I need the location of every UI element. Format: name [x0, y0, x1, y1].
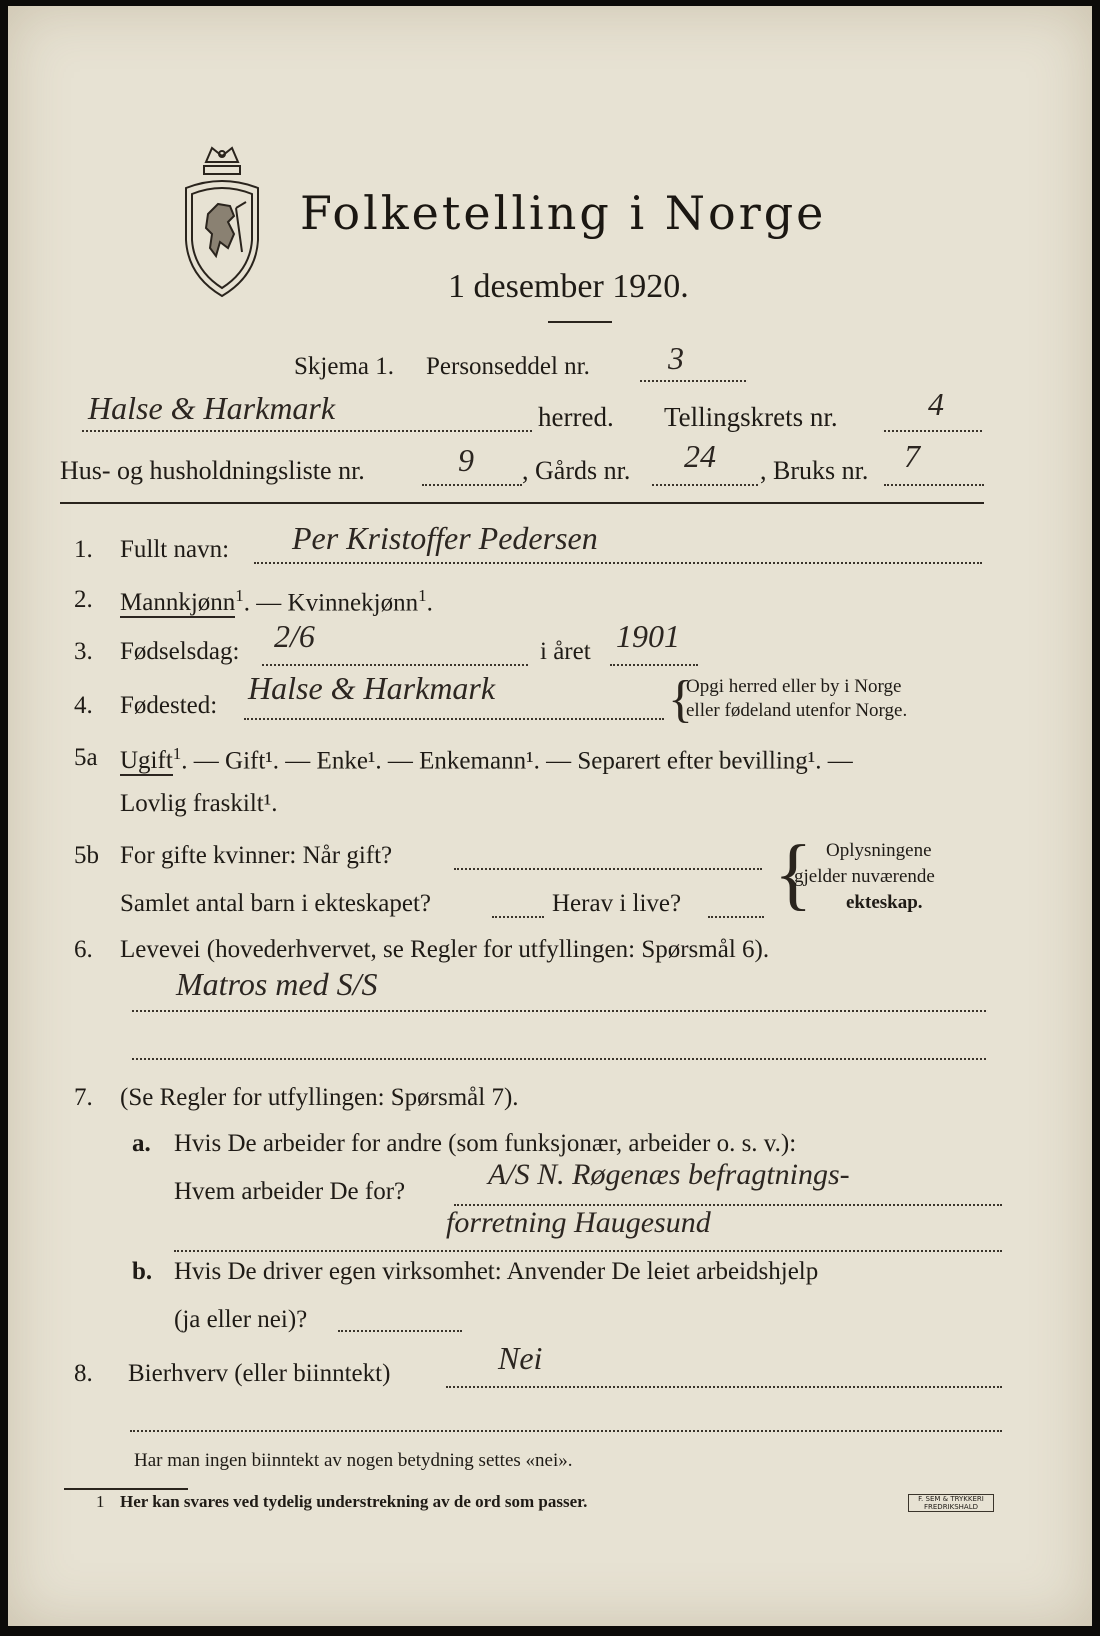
bruks-label: , Bruks nr. [760, 456, 869, 485]
q5b-label3: Herav i live? [552, 890, 682, 917]
fullt-navn-value: Per Kristoffer Pedersen [292, 520, 598, 556]
q7b-letter: b. [132, 1258, 153, 1285]
fodested-field[interactable] [244, 718, 664, 720]
q2-separator: . — [243, 589, 288, 617]
skjema-label: Skjema 1. [294, 353, 394, 380]
q7b-label: Hvis De driver egen virksomhet: Anvender De leiet arbeidshjelp [174, 1258, 819, 1285]
personseddel-field[interactable] [640, 380, 746, 382]
q5a-other-options[interactable]: . — Gift¹. — Enke¹. — Enkemann¹. — Separert efter bevilling¹. — [181, 747, 853, 775]
title-divider [548, 321, 612, 323]
q7-number: 7. [74, 1084, 93, 1111]
fodselsdag-field[interactable] [262, 664, 528, 666]
herred-field[interactable] [82, 430, 532, 432]
fodselsdag-value: 2/6 [274, 618, 315, 654]
q5b-label1: For gifte kvinner: Når gift? [120, 842, 393, 869]
q4-note-line1: Opgi herred eller by i Norge [686, 676, 902, 697]
hus-field[interactable] [422, 484, 522, 486]
option-ugift[interactable]: Ugift [120, 747, 173, 775]
tellingskrets-label: Tellingskrets nr. [664, 402, 838, 432]
q2-end: . [426, 589, 433, 617]
levevei-value: Matros med S/S [176, 966, 378, 1002]
hus-value: 9 [458, 442, 474, 478]
q4-brace: { [668, 671, 693, 728]
bierhverv-field-line2[interactable] [130, 1430, 1002, 1432]
option-mannkjonn[interactable]: Mannkjønn [120, 589, 236, 617]
bruks-field[interactable] [884, 484, 984, 486]
nar-gift-field[interactable] [454, 868, 762, 870]
q1-label: Fullt navn: [120, 536, 230, 563]
herred-value: Halse & Harkmark [88, 390, 336, 426]
levevei-field-line1[interactable] [132, 1010, 986, 1012]
q5b-brace: { [774, 830, 813, 918]
option-lovlig-fraskilt[interactable]: Lovlig fraskilt¹. [120, 790, 278, 817]
q6-number: 6. [74, 936, 93, 963]
gards-value: 24 [684, 438, 716, 474]
census-form-sheet [8, 6, 1092, 1626]
q4-number: 4. [74, 692, 93, 719]
fodselsar-value: 1901 [616, 618, 680, 654]
footnote-mark: 1 [235, 586, 244, 605]
q1-number: 1. [74, 536, 93, 563]
q7a-label: Hvis De arbeider for andre (som funksjonær, arbeider o. s. v.): [174, 1130, 797, 1157]
q7a-sub-label: Hvem arbeider De for? [174, 1178, 406, 1205]
norway-coat-of-arms-icon [176, 144, 268, 304]
tellingskrets-field[interactable] [884, 430, 982, 432]
q2-number: 2. [74, 586, 93, 613]
q7-label: (Se Regler for utfyllingen: Spørsmål 7). [120, 1084, 519, 1111]
fullt-navn-field[interactable] [254, 562, 982, 564]
fodested-value: Halse & Harkmark [248, 670, 496, 706]
footnote-divider [64, 1488, 188, 1490]
antal-barn-field[interactable] [492, 916, 544, 918]
form-title: Folketelling i Norge [300, 186, 827, 240]
personseddel-label: Personseddel nr. [426, 353, 590, 380]
q5b-number: 5b [74, 842, 99, 869]
header-divider [60, 502, 984, 504]
q2-options [120, 586, 433, 617]
bierhverv-value: Nei [498, 1340, 543, 1376]
personseddel-value: 3 [668, 340, 684, 376]
census-date: 1 desember 1920. [448, 268, 689, 305]
option-kvinnekjonn[interactable]: Kvinnekjønn [287, 589, 419, 617]
q5b-note-line3: ekteskap. [846, 892, 923, 913]
q4-note-line2: eller fødeland utenfor Norge. [686, 700, 908, 721]
footer-note: Har man ingen biinntekt av nogen betydning settes «nei». [134, 1450, 573, 1471]
q7b-sub-label: (ja eller nei)? [174, 1306, 308, 1333]
q6-label: Levevei (hovederhvervet, se Regler for utfyllingen: Spørsmål 6). [120, 936, 770, 963]
q3-year-label: i året [540, 638, 591, 665]
arbeidsgiver-value-line2: forretning Haugesund [446, 1206, 711, 1239]
q5b-note-line2: gjelder nuværende [794, 866, 935, 887]
q8-label: Bierhverv (eller biinntekt) [128, 1360, 391, 1387]
bierhverv-field[interactable] [446, 1386, 1002, 1388]
q5b-label2: Samlet antal barn i ekteskapet? [120, 890, 431, 917]
arbeidsgiver-field-line2[interactable] [174, 1250, 1002, 1252]
q5a-options [120, 744, 853, 775]
q5b-note-line1: Oplysningene [826, 840, 932, 861]
fodselsar-field[interactable] [610, 664, 698, 666]
tellingskrets-value: 4 [928, 386, 944, 422]
footnote-mark: 1 [418, 586, 427, 605]
q3-number: 3. [74, 638, 93, 665]
gards-label: , Gårds nr. [522, 456, 631, 485]
arbeidshjelp-field[interactable] [338, 1330, 462, 1332]
q5a-number: 5a [74, 744, 98, 771]
printer-stamp: F. SEM & TRYKKERI FREDRIKSHALD [908, 1494, 994, 1512]
q7a-letter: a. [132, 1130, 151, 1157]
arbeidsgiver-value-line1: A/S N. Røgenæs befragtnings- [488, 1158, 850, 1191]
q3-label: Fødselsdag: [120, 638, 240, 665]
q8-number: 8. [74, 1360, 93, 1387]
hus-label: Hus- og husholdningsliste nr. [60, 456, 365, 485]
levevei-field-line2[interactable] [132, 1058, 986, 1060]
footnote-mark: 1 [172, 744, 182, 763]
footnote-number: 1 [96, 1492, 105, 1511]
footnote-text: Her kan svares ved tydelig understrekning av de ord som passer. [120, 1492, 588, 1511]
herred-label: herred. [538, 402, 614, 432]
gards-field[interactable] [652, 484, 758, 486]
herav-i-live-field[interactable] [708, 916, 764, 918]
q4-label: Fødested: [120, 692, 218, 719]
bruks-value: 7 [904, 438, 920, 474]
